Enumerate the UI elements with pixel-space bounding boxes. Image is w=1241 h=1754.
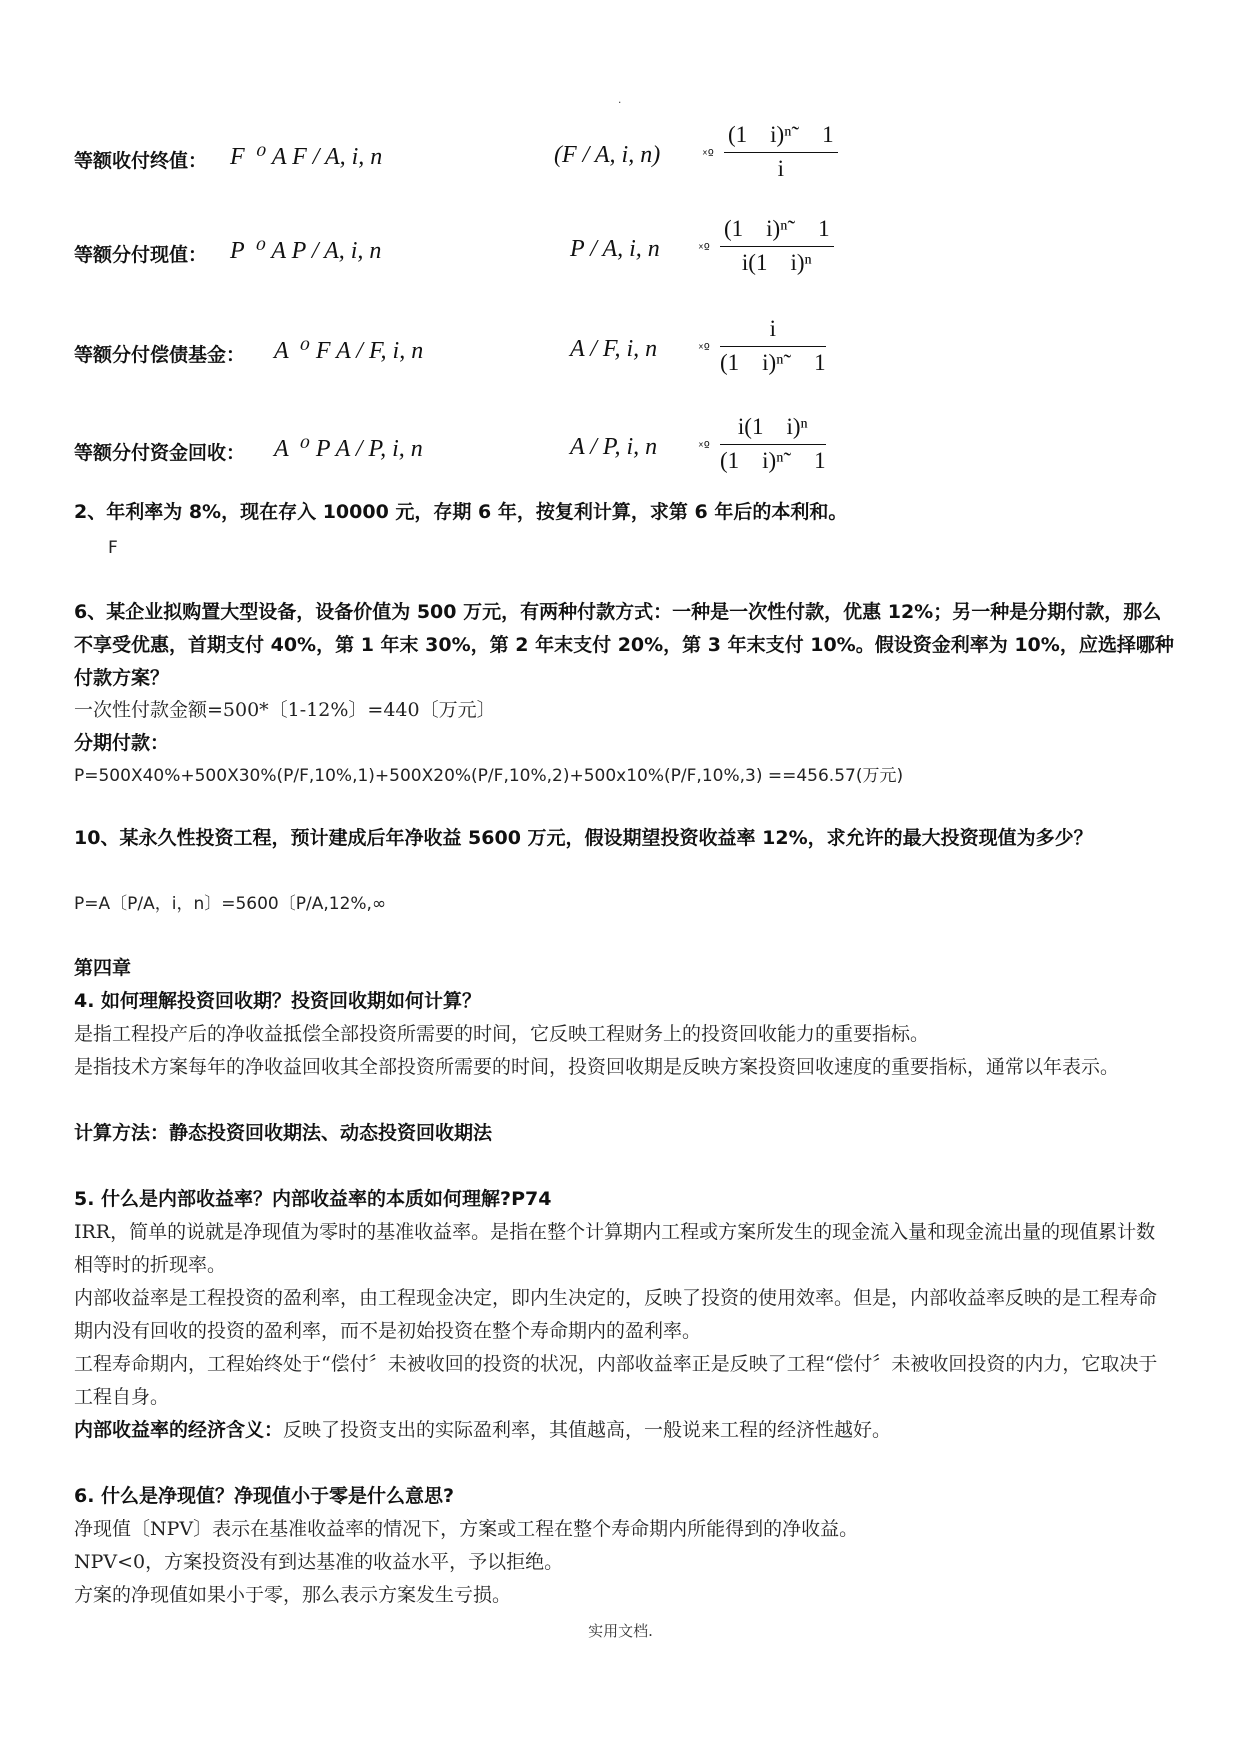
- section-5-paragraph-3: 工程寿命期内，工程始终处于“偿付〞未被收回的投资的状况，内部收益率正是反映了工程“偿付〞未被收回投资的内力，它取决于工程自身。: [74, 1353, 1158, 1408]
- section-6-question: 6. 什么是净现值？净现值小于零是什么意思?: [74, 1485, 455, 1507]
- formula-fraction: [720, 216, 834, 276]
- formula-row-af: [74, 316, 1194, 392]
- formula-right: P / A, i, n: [570, 236, 660, 262]
- question-10: 10、某永久性投资工程，预计建成后年净收益 5600 万元，假设期望投资收益率 12%，求允许的最大投资现值为多少？: [74, 827, 1093, 849]
- section-6-paragraph-2: NPV<0，方案投资没有到达基准的收益水平，予以拒绝。: [74, 1551, 564, 1573]
- fraction-denominator: (1 i)ⁿ˜ 1: [720, 448, 826, 473]
- section-5-question: 5. 什么是内部收益率？内部收益率的本质如何理解?P74: [74, 1188, 552, 1210]
- question-6-line-3: P=500X40%+500X30%(P/F,10%,1)+500X20%(P/F,10%,2)+500x10%(P/F,10%,3) ==456.57(万元): [74, 766, 904, 786]
- section-6-paragraph-1: 净现值〔NPV〕表示在基准收益率的情况下，方案或工程在整个寿命期内所能得到的净收益。: [74, 1518, 859, 1540]
- formula-label: 等额分付资金回收：: [74, 442, 246, 464]
- question-2-answer: F: [108, 538, 118, 558]
- section-4-question: 4. 如何理解投资回收期？投资回收期如何计算？: [74, 990, 482, 1012]
- formula-fraction: [720, 414, 826, 474]
- formula-row-pa: [74, 216, 1194, 292]
- formula-left: A ⁰ P A / P, i, n: [274, 436, 423, 462]
- formula-right: A / P, i, n: [570, 434, 658, 460]
- fraction-numerator: (1 i)ⁿ˜ 1: [724, 122, 838, 153]
- fraction-numerator: i: [720, 316, 826, 347]
- formula-row-fa: [74, 122, 1194, 198]
- equals-mark: ˣº: [702, 148, 714, 163]
- section-4-paragraph-2: 是指技术方案每年的净收益回收其全部投资所需要的时间，投资回收期是反映方案投资回收速度的重要指标，通常以年表示。: [74, 1056, 1120, 1078]
- section-5-paragraph-4: [74, 1414, 1174, 1447]
- economic-meaning-label: 内部收益率的经济含义：: [74, 1419, 284, 1441]
- question-6-line-2: 分期付款：: [74, 732, 170, 754]
- fraction-denominator: i(1 i)ⁿ: [741, 250, 812, 275]
- question-6: 6、某企业拟购置大型设备，设备价值为 500 万元，有两种付款方式：一种是一次性付款，优惠 12%；另一种是分期付款，那么不享受优惠，首期支付 40%，第 1 年末 30%，第 2 年末支付 20%，第 3 年末支付 10%。假设资金利率为 10%，应选择哪种付款方案？: [74, 601, 1174, 689]
- question-2: 2、年利率为 8%，现在存入 10000 元，存期 6 年，按复利计算，求第 6 年后的本利和。: [74, 501, 848, 523]
- chapter-title: 第四章: [74, 957, 132, 979]
- fraction-denominator: i: [777, 156, 784, 181]
- section-5-paragraph-2: 内部收益率是工程投资的盈利率，由工程现金决定，即内生决定的，反映了投资的使用效率。但是，内部收益率反映的是工程寿命期内没有回收的投资的盈利率，而不是初始投资在整个寿命期内的盈利率。: [74, 1287, 1158, 1342]
- formula-label: 等额收付终值：: [74, 150, 208, 172]
- fraction-numerator: (1 i)ⁿ˜ 1: [720, 216, 834, 247]
- formula-left: F ⁰ A F / A, i, n: [230, 144, 383, 170]
- header-dot: .: [618, 92, 622, 106]
- equals-mark: ˣº: [698, 342, 710, 357]
- page-footer: 实用文档.: [588, 1622, 653, 1640]
- formula-row-ap: [74, 414, 1194, 490]
- section-4-paragraph-1: 是指工程投产后的净收益抵偿全部投资所需要的时间，它反映工程财务上的投资回收能力的重要指标。: [74, 1023, 930, 1045]
- equals-mark: ˣº: [698, 242, 710, 257]
- formula-right: A / F, i, n: [570, 336, 658, 362]
- question-6-line-1: 一次性付款金额=500*〔1-12%〕=440〔万元〕: [74, 699, 496, 721]
- formula-label: 等额分付现值：: [74, 244, 208, 266]
- formula-fraction: [724, 122, 838, 182]
- equals-mark: ˣº: [698, 440, 710, 455]
- fraction-numerator: i(1 i)ⁿ: [720, 414, 826, 445]
- section-4-paragraph-3: 计算方法：静态投资回收期法、动态投资回收期法: [74, 1122, 493, 1144]
- formula-left: P ⁰ A P / A, i, n: [230, 238, 382, 264]
- formula-right: (F / A, i, n): [554, 142, 661, 168]
- question-10-answer: P=A〔P/A，i，n〕=5600〔P/A,12%,∞: [74, 894, 387, 914]
- formula-fraction: [720, 316, 826, 376]
- formula-label: 等额分付偿债基金：: [74, 344, 246, 366]
- economic-meaning-text: 反映了投资支出的实际盈利率，其值越高，一般说来工程的经济性越好。: [283, 1419, 892, 1441]
- section-5-paragraph-1: IRR，简单的说就是净现值为零时的基准收益率。是指在整个计算期内工程或方案所发生的现金流入量和现金流出量的现值累计数相等时的折现率。: [74, 1221, 1156, 1276]
- fraction-denominator: (1 i)ⁿ˜ 1: [720, 350, 826, 375]
- section-6-paragraph-3: 方案的净现值如果小于零，那么表示方案发生亏损。: [74, 1584, 512, 1606]
- formula-left: A ⁰ F A / F, i, n: [274, 338, 424, 364]
